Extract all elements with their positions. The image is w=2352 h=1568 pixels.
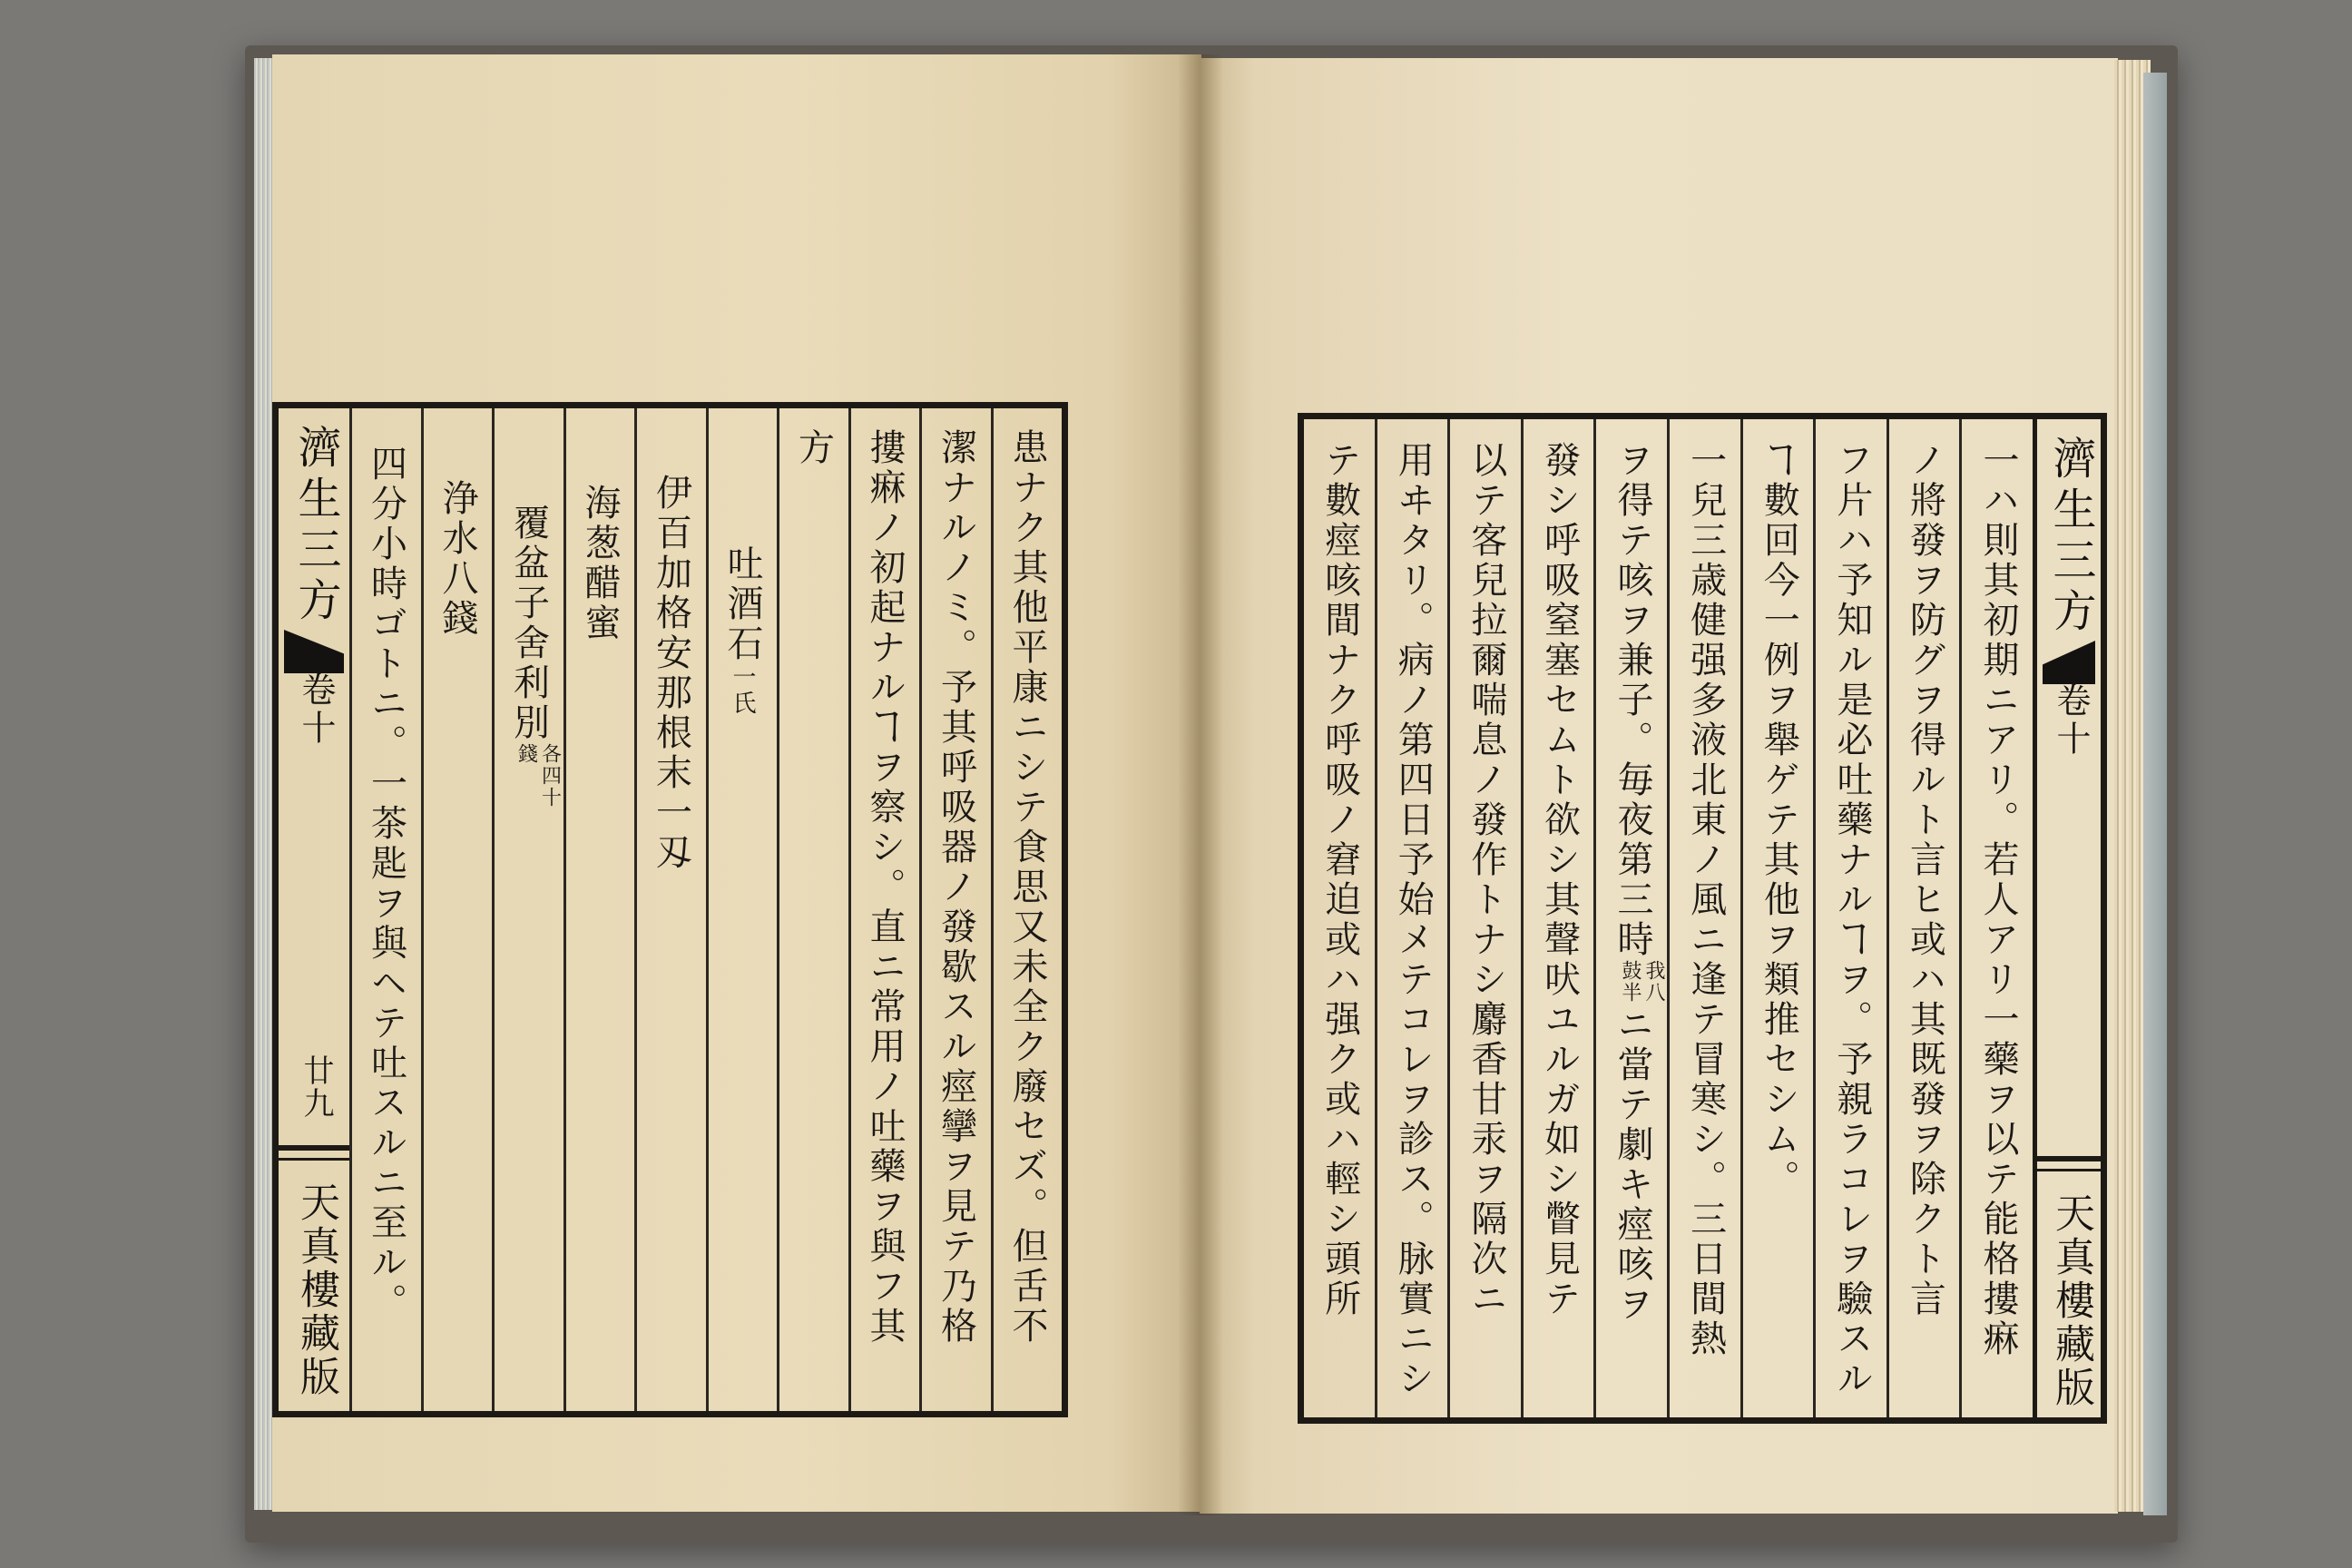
interlinear-note: 我八鼓半 [1619,960,1666,1004]
text-column-9 [421,408,493,1411]
text-column-6 [634,408,706,1411]
text-column-4 [777,408,848,1411]
column-text-continued: ニ當テ劇キ痙咳ヲ [1612,1005,1654,1325]
publisher-imprint: 天真樓藏版 [293,1181,339,1399]
column-text: ヿ數回今一例ヲ舉ゲテ其他ヲ類推セシム。 [1758,441,1800,1200]
volume-label: 卷十 [296,671,336,748]
book-title: 濟生三方 [2045,436,2096,639]
text-column-10 [349,408,421,1411]
left-text-frame [272,402,1068,1417]
left-page-margin-header [279,408,349,1411]
text-column-8 [492,408,564,1411]
column-text: 以テ客兒拉爾喘息ノ發作トナシ麝香甘汞ヲ隔次ニ [1465,441,1507,1319]
margin-divider [279,1145,349,1161]
publisher-imprint: 天真樓藏版 [2048,1192,2094,1410]
column-text: 用ヰタリ。病ノ第四日予始メテコレヲ診ス。脉實ニシ [1392,441,1435,1399]
prescription-heading: 方 [792,428,835,468]
ingredient-name: 伊百加格安那根末一刄 [650,474,692,873]
text-column-7 [1521,419,1594,1417]
margin-divider [2037,1156,2101,1171]
text-column-1 [1959,419,2033,1417]
text-column-1 [991,408,1063,1411]
column-text: ノ將發ヲ防グヲ得ルト言ヒ或ハ其既發ヲ除クト言 [1904,441,1946,1319]
text-column-5 [1667,419,1740,1417]
right-cover-edge [2143,73,2167,1515]
ingredient-dose: 一氏 [729,664,756,717]
ingredient-name: 吐酒石 [721,544,763,664]
text-column-10 [1304,419,1375,1417]
ingredient-dose: 各四十錢 [514,743,562,808]
column-text: ヲ得テ咳ヲ兼子。毎夜第三時 [1612,441,1654,960]
column-text: 發シ呼吸窒塞セムト欲シ其聲吠ユルガ如シ瞥見テ [1538,441,1581,1319]
volume-label: 卷十 [2051,682,2091,759]
book-title: 濟生三方 [290,425,341,628]
text-column-7 [564,408,635,1411]
book-gutter [1178,54,1223,1515]
text-column-6 [1593,419,1667,1417]
text-column-5 [706,408,778,1411]
fish-tail-mark [284,630,344,673]
fish-tail-mark [2043,641,2095,684]
ingredient-name: 浄水八錢 [436,479,478,639]
text-column-8 [1447,419,1521,1417]
text-column-3 [1813,419,1886,1417]
column-text: 一ハ則其初期ニアリ。若人アリ一藥ヲ以テ能格摟痳 [1977,441,2019,1359]
page-number: 廿九 [298,1054,334,1120]
ingredient-name: 海葱醋蜜 [579,484,621,643]
text-column-2 [919,408,991,1411]
column-text: 潔ナルノミ。予其呼吸器ノ發歇スル痙攣ヲ見テ乃格 [935,428,977,1347]
column-text: 患ナク其他平康ニシテ食思又未全ク廢セズ。但舌不 [1006,428,1048,1347]
column-text: 摟痳ノ初起ナルヿヲ察シ。直ニ常用ノ吐藥ヲ與フ其 [864,428,906,1347]
text-column-2 [1886,419,1960,1417]
column-text: 一兒三歳健强多液北東ノ風ニ逢テ冒寒シ。三日間熱 [1684,441,1727,1359]
column-text: テ數痙咳間ナク呼吸ノ窘迫或ハ强ク或ハ輕シ頭所 [1318,441,1361,1319]
ingredient-name: 覆盆子舍利別 [507,504,550,743]
right-page-margin-header [2033,419,2101,1417]
text-column-9 [1375,419,1448,1417]
text-column-3 [848,408,920,1411]
column-text: フ片ハ予知ル是必吐藥ナルヿヲ。予親ラコレヲ驗スル [1830,441,1873,1399]
right-text-frame [1298,413,2107,1424]
column-text: 四分小時ゴトニ。一茶匙ヲ與ヘテ吐スルニ至ル。 [365,445,407,1323]
text-column-4 [1740,419,1814,1417]
